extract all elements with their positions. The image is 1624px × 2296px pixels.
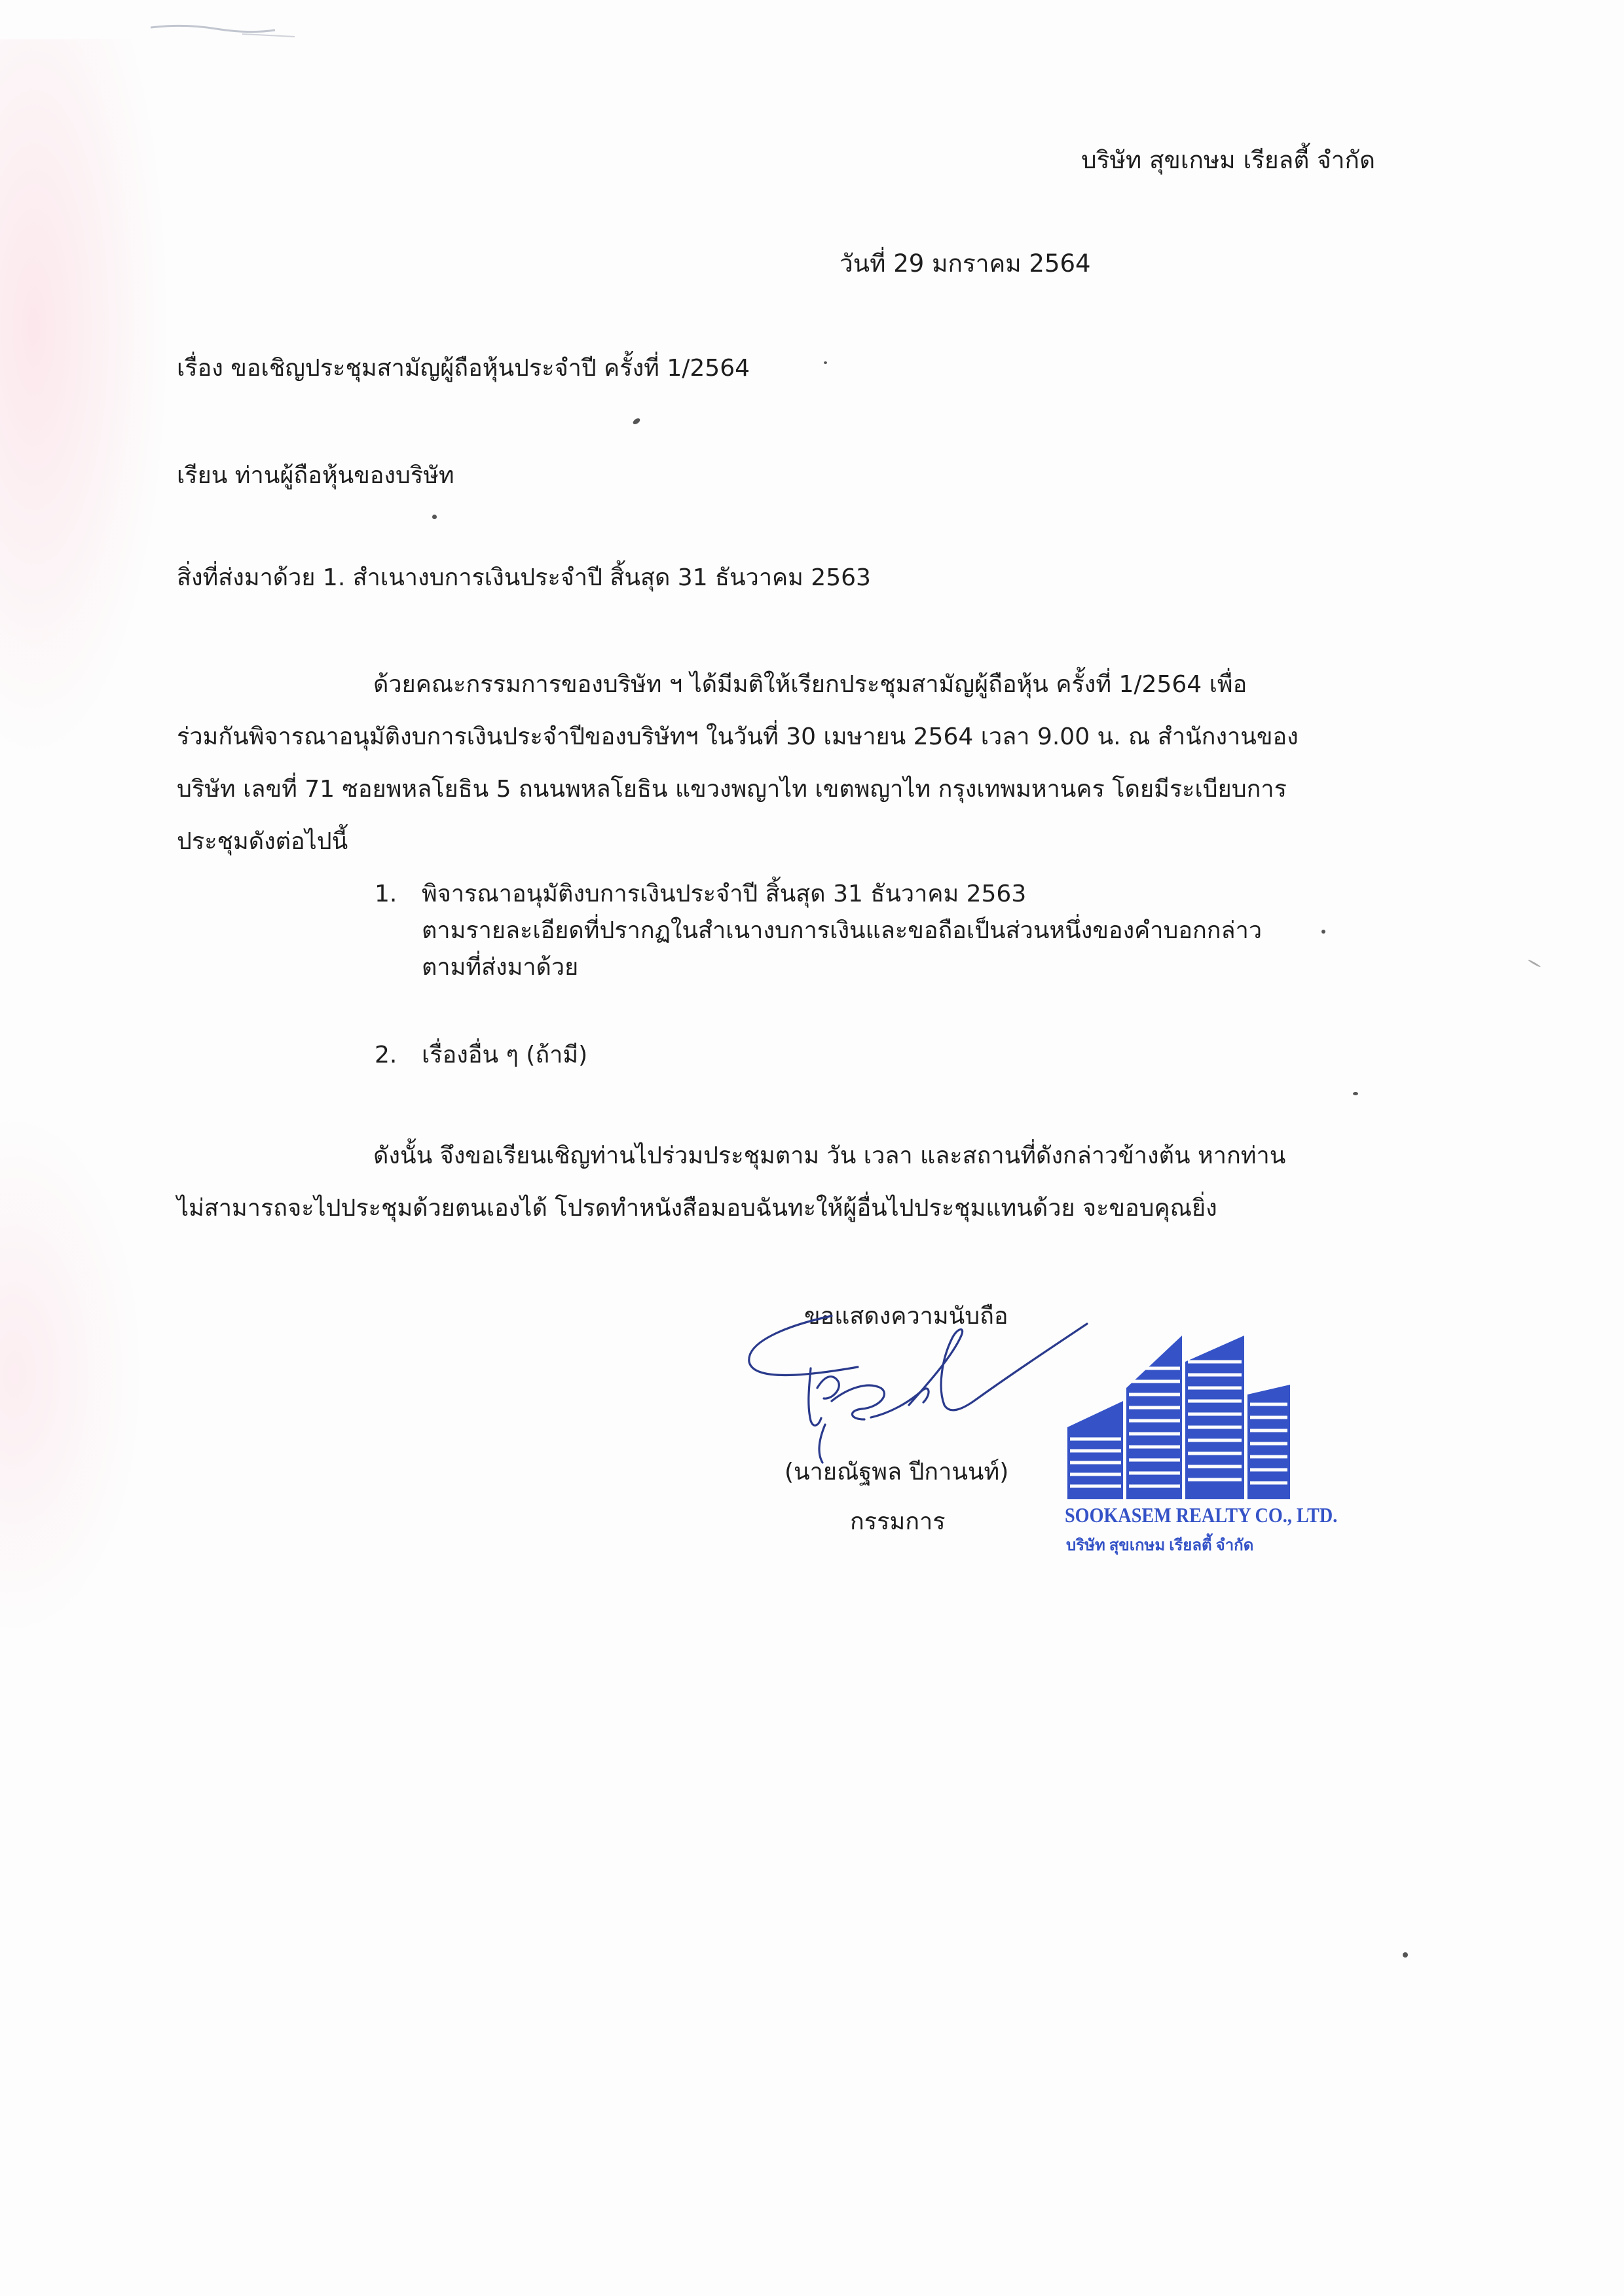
agenda-item bbox=[375, 876, 1357, 986]
scan-speck bbox=[432, 515, 437, 519]
agenda-detail: ตามที่ส่งมาด้วย bbox=[422, 954, 579, 981]
seal-name-thai: บริษัท สุขเกษม เรียลตี้ จำกัด bbox=[1066, 1537, 1254, 1554]
enclosure-line: สิ่งที่ส่งมาด้วย 1. สำเนางบการเงินประจำปี สิ้นสุด 31 ธันวาคม 2563 bbox=[177, 564, 871, 591]
agenda-detail: ตามรายละเอียดที่ปรากฏในสำเนางบการเงินและขอถือเป็นส่วนหนึ่งของคำบอกกล่าว bbox=[422, 917, 1263, 944]
closing-paragraph bbox=[177, 1130, 1362, 1235]
seal-name-english: SOOKASEM REALTY CO., LTD. bbox=[1065, 1503, 1338, 1527]
paragraph-line: บริษัท เลขที่ 71 ซอยพหลโยธิน 5 ถนนพหลโยธิน แขวงพญาไท เขตพญาไท กรุงเทพมหานคร โดยมีระเบียบการ bbox=[177, 776, 1287, 803]
subject-line: เรื่อง ขอเชิญประชุมสามัญผู้ถือหุ้นประจำปี ครั้งที่ 1/2564 bbox=[177, 355, 750, 382]
recipient-line: เรียน ท่านผู้ถือหุ้นของบริษัท bbox=[177, 462, 454, 489]
paragraph-line: ร่วมกันพิจารณาอนุมัติงบการเงินประจำปีของบริษัทฯ ในวันที่ 30 เมษายน 2564 เวลา 9.00 น. ณ สำนักงานของ bbox=[177, 723, 1299, 750]
agenda-item bbox=[375, 1037, 1357, 1074]
agenda-number: 2. bbox=[375, 1042, 397, 1068]
complimentary-close: ขอแสดงความนับถือ bbox=[804, 1303, 1008, 1330]
paragraph-line: ด้วยคณะกรรมการของบริษัท ฯ ได้มีมติให้เรียกประชุมสามัญผู้ถือหุ้น ครั้งที่ 1/2564 เพื่อ bbox=[373, 671, 1247, 698]
paragraph-line: ประชุมดังต่อไปนี้ bbox=[177, 828, 348, 855]
scan-speck bbox=[824, 361, 827, 364]
agenda-title: เรื่องอื่น ๆ (ถ้ามี) bbox=[422, 1042, 588, 1068]
letter-date: วันที่ 29 มกราคม 2564 bbox=[840, 249, 1091, 278]
scan-artifact bbox=[144, 20, 301, 39]
company-name: บริษัท สุขเกษม เรียลตี้ จำกัด bbox=[1081, 146, 1375, 174]
scan-speck bbox=[1321, 930, 1325, 934]
handwritten-signature bbox=[733, 1290, 1100, 1486]
scan-speck bbox=[1353, 1092, 1358, 1095]
signer-title: กรรมการ bbox=[850, 1508, 946, 1535]
scan-speck bbox=[632, 417, 641, 426]
signer-name: (นายณัฐพล ปีกานนท์) bbox=[784, 1459, 1009, 1485]
paragraph-line: ดังนั้น จึงขอเรียนเชิญท่านไปร่วมประชุมตาม วัน เวลา และสถานที่ดังกล่าวข้างต้น หากท่าน bbox=[373, 1142, 1286, 1169]
agenda-number: 1. bbox=[375, 881, 397, 907]
scan-tint bbox=[0, 1113, 144, 1637]
body-paragraph bbox=[177, 659, 1362, 868]
agenda-title: พิจารณาอนุมัติงบการเงินประจำปี สิ้นสุด 31 ธันวาคม 2563 bbox=[422, 881, 1027, 907]
scan-tint bbox=[0, 39, 170, 759]
scan-speck bbox=[1528, 959, 1541, 968]
scan-speck bbox=[1403, 1952, 1408, 1958]
paragraph-line: ไม่สามารถจะไปประชุมด้วยตนเองได้ โปรดทำหนังสือมอบฉันทะให้ผู้อื่นไปประชุมแทนด้วย จะขอบคุณยิ่ง bbox=[177, 1195, 1217, 1222]
